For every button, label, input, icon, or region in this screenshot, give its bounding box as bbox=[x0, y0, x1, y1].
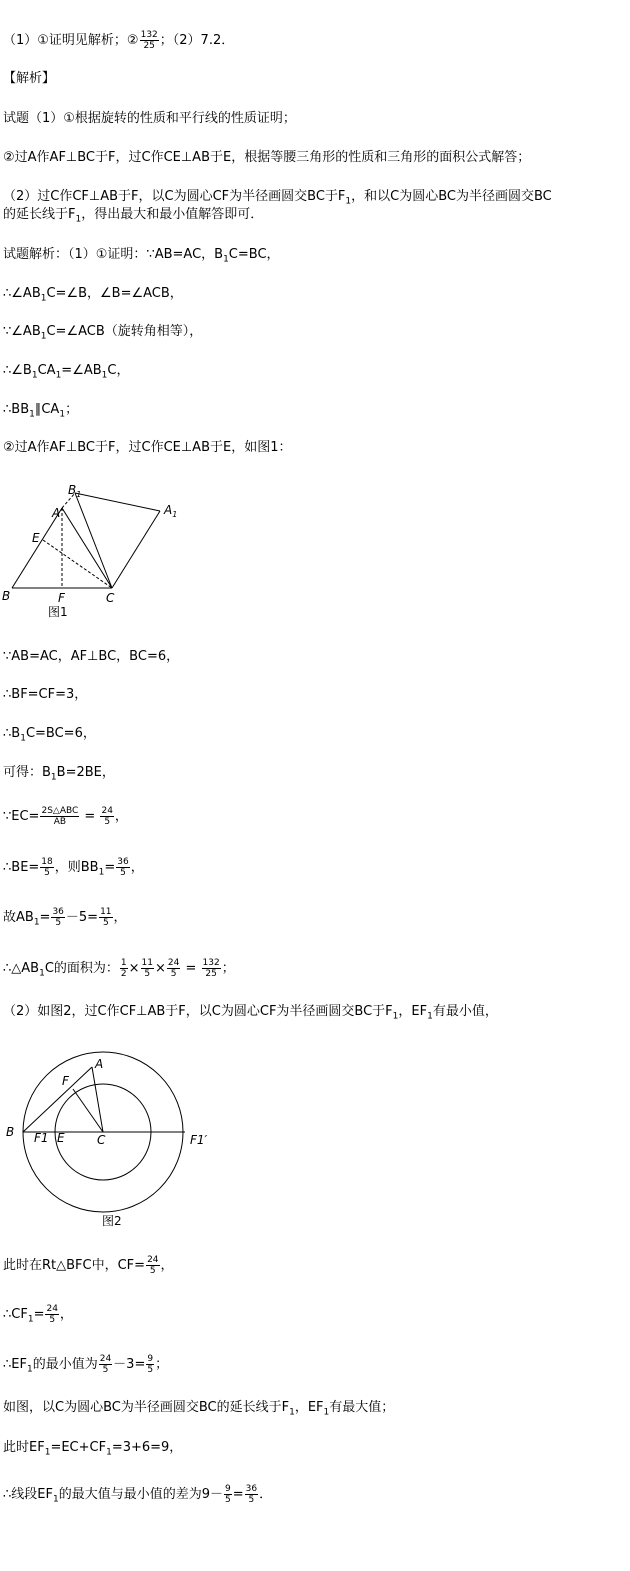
part2b-line-5: 此时$EF_1=EC+CF_1=3+6=9$， bbox=[3, 1440, 183, 1458]
label-b: B bbox=[6, 1125, 15, 1139]
proof-line-4: $\therefore\angle B_1CA_1=\angle AB_1C$， bbox=[3, 363, 130, 381]
label-c: C bbox=[106, 591, 115, 605]
label-b: B bbox=[2, 589, 11, 603]
label-b1: $B_1$ bbox=[68, 483, 82, 499]
analysis-heading: 【解析】 bbox=[3, 71, 56, 86]
proof2-line-4: 可得：$B_1B=2BE$， bbox=[3, 765, 115, 783]
proof2-line-5: ∵EC= $\frac{\text{2S△ABC}}{AB}$ = $\frac{24}{5}$ ， bbox=[3, 806, 128, 827]
hint-line-1: 试题（1）①根据旋转的性质和平行线的性质证明； bbox=[3, 111, 296, 126]
proof-line-6: ②过A作AF⊥BC于F，过C作CE⊥AB于E，如图1： bbox=[3, 440, 292, 455]
hint-line-2: ②过A作AF⊥BC于F，过C作CE⊥AB于E，根据等腰三角形的性质和三角形的面积公式解答； bbox=[3, 150, 531, 165]
figure-2 bbox=[0, 1045, 220, 1235]
label-f1: F1 bbox=[34, 1131, 49, 1145]
label-a: A bbox=[52, 506, 61, 520]
segment-ba bbox=[12, 508, 62, 588]
figure-1-caption: 图1 bbox=[48, 605, 68, 619]
proof2-line-6: ∴BE= $\frac{18}{5}$ ，则$BB_1=$ $\frac{36}{5}$ ， bbox=[3, 857, 144, 878]
label-c: C bbox=[97, 1133, 106, 1147]
segment-cf bbox=[73, 1089, 103, 1132]
hint-line-4: 的延长线于$F_1$，得出最大和最小值解答即可． bbox=[3, 207, 264, 225]
segment-a1c bbox=[112, 511, 160, 588]
proof-line-3: $\because\angle AB_1C=\angle ACB$（旋转角相等）， bbox=[3, 324, 203, 342]
segment-ca bbox=[92, 1067, 103, 1132]
proof2-line-1: ∵AB=AC，AF⊥BC，BC=6， bbox=[3, 649, 180, 664]
segment-b1c bbox=[75, 493, 112, 588]
answer-fraction: $\frac{132}{25}$ bbox=[140, 30, 158, 51]
part2b-line-1: 此时在Rt△BFC中，CF= $\frac{24}{5}$ ， bbox=[3, 1255, 174, 1276]
label-e: E bbox=[32, 531, 40, 545]
figure-2-caption: 图2 bbox=[102, 1214, 122, 1228]
proof-line-1: 试题解析：（1）①证明：∵AB=AC，$B_1C=BC$， bbox=[3, 247, 280, 265]
hint-line-3: （2）过C作CF⊥AB于F，以C为圆心CF为半径画圆交BC于$F_1$，和以C为圆心BC为半径画圆交BC bbox=[3, 189, 552, 207]
proof2-line-8: $\therefore\triangle AB_1C$的面积为： $\frac{1}{2}$ × $\frac{11}{5}$ × $\frac{24}{5}$ = $\frac{132}{25}$ ； bbox=[3, 958, 235, 979]
proof2-line-7: 故$AB_1=$ $\frac{36}{5}$ －5= $\frac{11}{5}$ ， bbox=[3, 907, 127, 928]
label-f: F bbox=[62, 1074, 69, 1088]
part2b-line-4: 如图，以C为圆心BC为半径画圆交BC的延长线于$F_1$，$EF_1$有最大值； bbox=[3, 1400, 395, 1418]
part2b-line-6: ∴线段$EF_1$的最大值与最小值的差为9－ $\frac{9}{5}$ = $\frac{36}{5}$ ． bbox=[3, 1484, 273, 1505]
label-f1-prime: F1′ bbox=[190, 1133, 208, 1147]
proof-line-2: $\therefore\angle AB_1C=\angle B$，∠B=∠ACB， bbox=[3, 286, 183, 304]
label-a1: $A_1$ bbox=[164, 503, 178, 519]
part2-line-1: （2）如图2，过C作CF⊥AB于F，以C为圆心CF为半径画圆交BC于$F_1$，$EF_1$有最小值， bbox=[3, 1004, 498, 1022]
segment-b1a1 bbox=[75, 493, 160, 511]
segment-ac bbox=[62, 508, 112, 588]
label-f: F bbox=[58, 591, 65, 605]
part2b-line-3: $\therefore EF_1$的最小值为 $\frac{24}{5}$ －3= $\frac{9}{5}$ ； bbox=[3, 1354, 169, 1375]
proof2-line-3: $\therefore B_1C=BC=6$， bbox=[3, 726, 96, 744]
answer-text: （1）①证明见解析；② bbox=[3, 33, 139, 48]
label-a: A bbox=[95, 1057, 104, 1071]
figure-1 bbox=[0, 478, 200, 623]
label-e: E bbox=[57, 1131, 65, 1145]
part2b-line-2: $\therefore CF_1=$ $\frac{24}{5}$ ， bbox=[3, 1304, 73, 1325]
proof2-line-2: ∴BF=CF=3， bbox=[3, 687, 88, 702]
answer-text-2: ；（2）7.2． bbox=[159, 33, 235, 48]
segment-ec bbox=[43, 540, 112, 588]
segment-ba bbox=[23, 1067, 92, 1132]
proof-line-5: $\therefore BB_1\parallel CA_1$； bbox=[3, 402, 79, 420]
answer-line bbox=[3, 30, 234, 51]
